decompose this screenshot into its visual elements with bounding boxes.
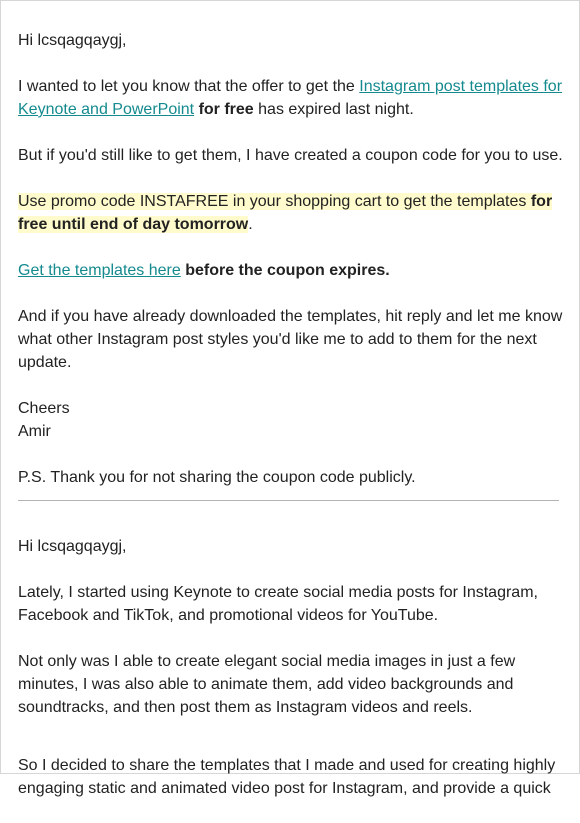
- get-templates-paragraph: [18, 259, 563, 282]
- coupon-paragraph: But if you'd still like to get them, I have created a coupon code for you to use.: [18, 147, 563, 164]
- offer-text-end: has expired last night.: [253, 101, 414, 118]
- greeting-2: Hi lcsqagqaygj,: [18, 538, 127, 555]
- offer-text-start: I wanted to let you know that the offer to get the: [18, 78, 360, 95]
- promo-period: .: [248, 216, 253, 233]
- sign-off: Cheers: [18, 400, 70, 417]
- promo-text: Use promo code INSTAFREE in your shopping cart to get the templates: [18, 193, 531, 210]
- for-free-bold: for free: [194, 101, 254, 118]
- promo-deadline-bold: for free until end of day tomorrow: [18, 193, 553, 233]
- reply-paragraph: And if you have already downloaded the templates, hit reply and let me know what other Instagram post styles you'd like me to add to them for the next update.: [18, 308, 563, 371]
- email-body: [18, 29, 563, 823]
- animate-paragraph: Not only was I able to create elegant social media images in just a few minutes, I was also able to animate them, add video backgrounds and soundtracks, and then post them as Instagram videos and reels.: [18, 653, 516, 716]
- before-expires-bold: before the coupon expires.: [180, 262, 390, 279]
- instagram-templates-link[interactable]: Instagram post templates for Keynote and PowerPoint: [18, 78, 563, 118]
- offer-expired-paragraph: [18, 75, 563, 121]
- promo-highlight: [18, 193, 552, 233]
- sign-name: Amir: [18, 423, 51, 440]
- keynote-paragraph: Lately, I started using Keynote to create social media posts for Instagram, Facebook and TikTok, and promotional videos for YouTube.: [18, 584, 538, 624]
- get-templates-link[interactable]: Get the templates here: [18, 262, 181, 279]
- signature: [18, 397, 563, 443]
- share-templates-paragraph: So I decided to share the templates that I made and used for creating highly engaging static and animated video post for Instagram, and provide a quick: [18, 757, 556, 797]
- postscript: P.S. Thank you for not sharing the coupon code publicly.: [18, 469, 416, 486]
- promo-code-paragraph: [18, 190, 563, 236]
- greeting: Hi lcsqagqaygj,: [18, 32, 127, 49]
- divider: [18, 500, 559, 501]
